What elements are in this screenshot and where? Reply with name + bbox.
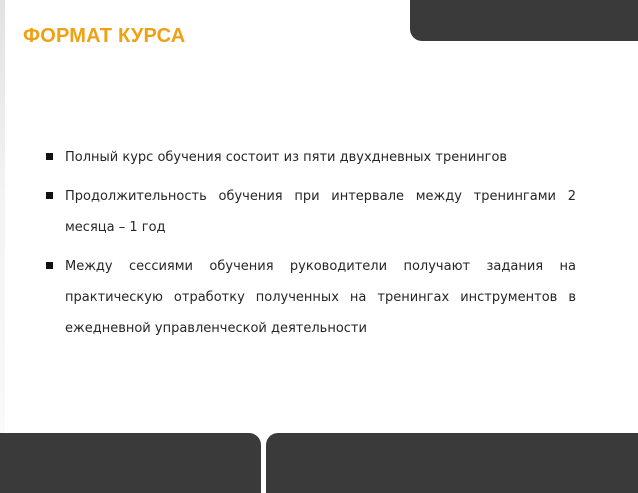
square-bullet-icon [46,262,53,269]
bullet-list [44,142,576,352]
square-bullet-icon [46,153,53,160]
bullet-text: Полный курс обучения состоит из пяти двухдневных тренингов [65,150,508,165]
bullet-item [44,181,576,243]
bullet-text: Между сессиями обучения руководители получают задания на практическую отработку полученных на тренингах инструментов в ежедневной управленческой деятельности [65,259,576,336]
bullet-item [44,142,576,173]
top-right-dark-tab [410,0,638,41]
bullet-item [44,251,576,344]
bottom-right-dark-bar [266,433,638,493]
bullet-text: Продолжительность обучения при интервале между тренингами 2 месяца – 1 год [65,189,576,235]
square-bullet-icon [46,192,53,199]
bottom-left-dark-bar [0,433,261,493]
left-edge-strip [0,0,5,479]
slide-title: ФОРМАТ КУРСА [23,25,186,47]
